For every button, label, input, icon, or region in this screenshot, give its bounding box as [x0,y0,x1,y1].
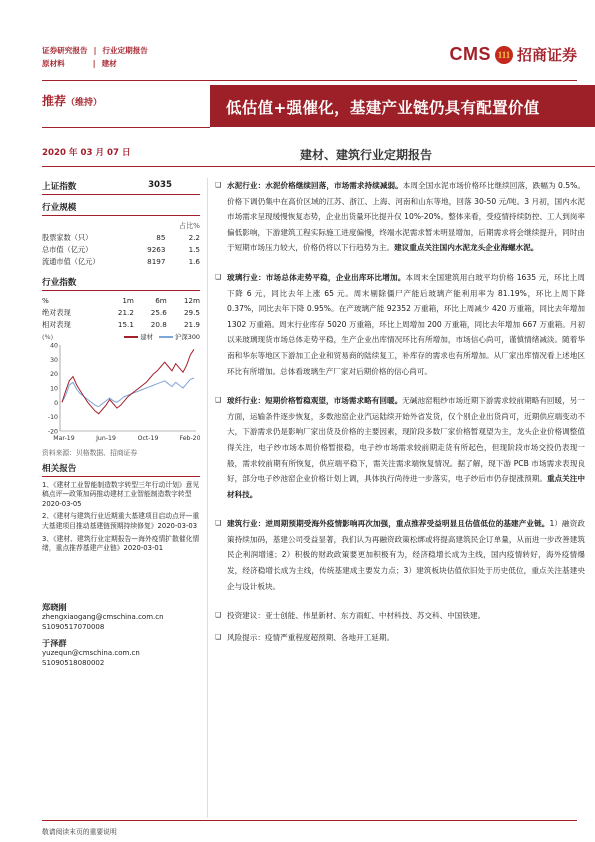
legend-item: 沪深300 [159,332,200,341]
scale-title: 行业规模 [42,203,77,213]
divider [42,127,210,128]
x-tick-label: Feb-20 [179,435,200,442]
list-item[interactable]: 1、《建材工业智能制造数字转型三年行动计划》意见稿点评—政策加码推动建材工业智能制造数字转型 2020-03-05 [42,480,200,508]
table-row: 总市值（亿元） 9263 1.5 [42,245,200,254]
index-chart [42,332,200,447]
analyst-block [42,602,200,668]
y-tick-label: -20 [47,428,58,436]
legend-item: 建材 [124,332,153,341]
divider [42,820,577,821]
y-unit-label: (%) [42,332,54,341]
list-item[interactable]: 3、《建材、建筑行业定期报告—海外疫情扩散催化情绪，重点推荐基建产业链》2020-03-01 [42,534,200,553]
checkbox-bullet-icon: ❑ [215,519,222,528]
table-row: 绝对表现 21.2 25.6 29.5 [42,308,200,317]
report-title: 低估值+强催化，基建产业链仍具有配置价值 [210,85,595,127]
divider [42,80,577,81]
checkbox-bullet-icon: ❑ [215,272,222,281]
x-tick-label: Mar-19 [53,435,75,442]
chart-legend [42,332,200,341]
checkbox-bullet-icon: ❑ [215,611,222,620]
report-type: 行业定期报告 [102,46,148,55]
analyst-email[interactable]: yuzequn@cmschina.com.cn [42,648,140,657]
table-row: 股票家数（只） 85 2.2 [42,233,200,242]
checkbox-bullet-icon: ❑ [215,396,222,405]
related-list [42,481,200,554]
chart-source: 资料来源：贝格数据、招商证券 [42,449,138,457]
paragraph-construction: ❑ 建筑行业：逆周期预期受海外疫情影响再次加强，重点推荐受益明显且估值低位的基建产业链。1）融资政策持续加码，基建公司受益显著，我们认为再融资政策松绑或将提高建筑民企订单量，从而进一步改善建筑民企利润增速；2）积极的财政政策要更加积极有为，经济稳增长成为主线，国内疫情转好，海外疫情爆发，经济稳增长成为主线，传统基建成主要发力点；3）建筑板块估值依旧处于历史低位，重点关注基建央企与设计板块。 [215,516,585,594]
sidebar [42,180,200,668]
scale-table: 占比% 股票家数（只） 85 2.2 总市值（亿元） 9263 1.5 流通市值（亿元） 8197 1.6 [42,221,200,266]
y-tick-label: 0 [54,399,58,407]
checkbox-bullet-icon: ❑ [215,632,222,641]
paragraph-cement: ❑ 水泥行业：水泥价格继续回落，市场需求持续减弱。本周全国水泥市场价格环比继续回落，跌幅为 0.5%。价格下调仍集中在高价区域的江苏、浙江、上海、河南和山东等地，回落 30-50 元/吨。3 月初，国内水泥市场需求呈现缓慢恢复态势，企业出货量环比提升仅 10%-20%。整体来看，受疫情持续防控、工人到岗率偏低影响，下游建筑工程实际施工进度偏慢，终端水泥需求暂未明显增加，后期需求将会继续提升，同时由于短期市场压力较大，价格仍将以下行趋势为主。建议重点关注国内水泥龙头企业海螺水泥。 [215,178,585,256]
x-tick-label: Oct-19 [137,435,159,442]
checkbox-bullet-icon: ❑ [215,181,222,189]
cms-logo: CMS 111 招商证券 [449,44,577,64]
list-item[interactable]: 2、《建材与建筑行业近期重大基建项目启动点评—重大基建项目推动基建链预期持续修复》2020-03-03 [42,512,200,530]
performance-table: % 1m 6m 12m 绝对表现 21.2 25.6 29.5 相对表现 15.1 20.8 21.9 [42,296,200,329]
line-chart [42,341,200,445]
report-category: 证券研究报告 [42,46,88,55]
report-date: 2020 年 03 月 07 日 [42,148,131,158]
main-content [215,178,585,659]
divider [42,166,595,167]
paragraph-glass: ❑ 玻璃行业：市场总体走势平稳，企业出库环比增加。本周末全国建筑用白玻平均价格 1635 元，环比上周下降 6 元，同比去年上涨 65 元。周末剔除僵尸产能后玻璃产能利用率为 81.19%，环比上周下降 0.37%，同比去年下降 0.95%。在产玻璃产能 92352 万重箱，环比上周减少 420 万重箱，同比去年增加 1302 万重箱。周末行业库存 5020 万重箱，环比上周增加 200 万重箱，同比去年增加 667 万重箱。月初以来玻璃现货市场总体走势平稳，生产企业出库情况环比有所增加，市场信心尚可，谨慎情绪减淡。随着华南和华东等地区下游加工企业和贸易商的陆续复工，补库存的需求也有所增加。从厂家出库情况看上述地区环比有所增加。总体看玻璃生产厂家对后期价格的信心尚可。 [215,270,585,379]
analyst-email[interactable]: zhengxiaogang@cmschina.com.cn [42,612,164,621]
column-divider [207,178,208,818]
analyst-id: S1090518080002 [42,658,105,667]
index-value: 3035 [148,180,172,190]
y-tick-label: 40 [50,342,58,350]
report-header-left: 证券研究报告 | 行业定期报告 原材料 | 建材 [42,46,148,68]
footer-note: 敬请阅读末页的重要说明 [42,828,117,836]
paragraph-investment: ❑ 投资建议：亚士创能、伟星新材、东方雨虹、中材科技、苏交科、中国铁建。 [215,608,585,624]
y-tick-label: 10 [50,385,58,393]
report-subtitle: 建材、建筑行业定期报告 [300,148,433,162]
performance-title: 行业指数 [42,278,77,288]
y-tick-label: -10 [47,414,58,422]
x-tick-label: Jun-19 [96,435,116,442]
paragraph-risk: ❑ 风险提示：疫情严重程度超预期、各地开工延期。 [215,630,585,646]
analyst-id: S1090517070008 [42,622,105,631]
index-row: 上证指数 3035 [42,180,172,192]
y-tick-label: 30 [50,356,58,364]
related-title: 相关报告 [42,463,77,474]
analyst-name: 郑晓刚 [42,601,67,612]
paragraph-fiberglass: ❑ 玻纤行业：短期价格暂稳观望，市场需求略有回暖。无碱池窑粗纱市场近期下游需求较前期略有回暖，另一方面，运输条件逐步恢复，多数池窑企业汽运陆续开始外省发货，仅个别企业出货尚可，近期供应端变动不大，下游需求仍是影响厂家出货及价格的主要因素，现阶段多数厂家价格暂观望为主，龙头企业价格调整值得关注，电子纱市场本周价格暂报稳，电子纱市场需求较前期走货有所起色，但现阶段市场交投仍表现一般，需求较前期有所恢复，供应端平稳下，需关注需求端恢复情况。据了解，现下游 PCB 市场需求表现良好，部分电子纱池窑企业价格计划上调，具体执行尚待进一步落实，电子纱后市仍存提涨预期。重点关注中材科技。 [215,393,585,502]
table-row: 相对表现 15.1 20.8 21.9 [42,320,200,329]
sector-main: 原材料 [42,59,65,68]
analyst-name: 于泽群 [42,637,67,648]
sector-sub: 建材 [101,59,117,68]
y-tick-label: 20 [50,371,58,379]
logo-badge-icon: 111 [495,46,513,64]
series-line-0 [62,349,194,414]
table-row: 流通市值（亿元） 8197 1.6 [42,257,200,266]
rating: 推荐（维持） [42,94,103,108]
